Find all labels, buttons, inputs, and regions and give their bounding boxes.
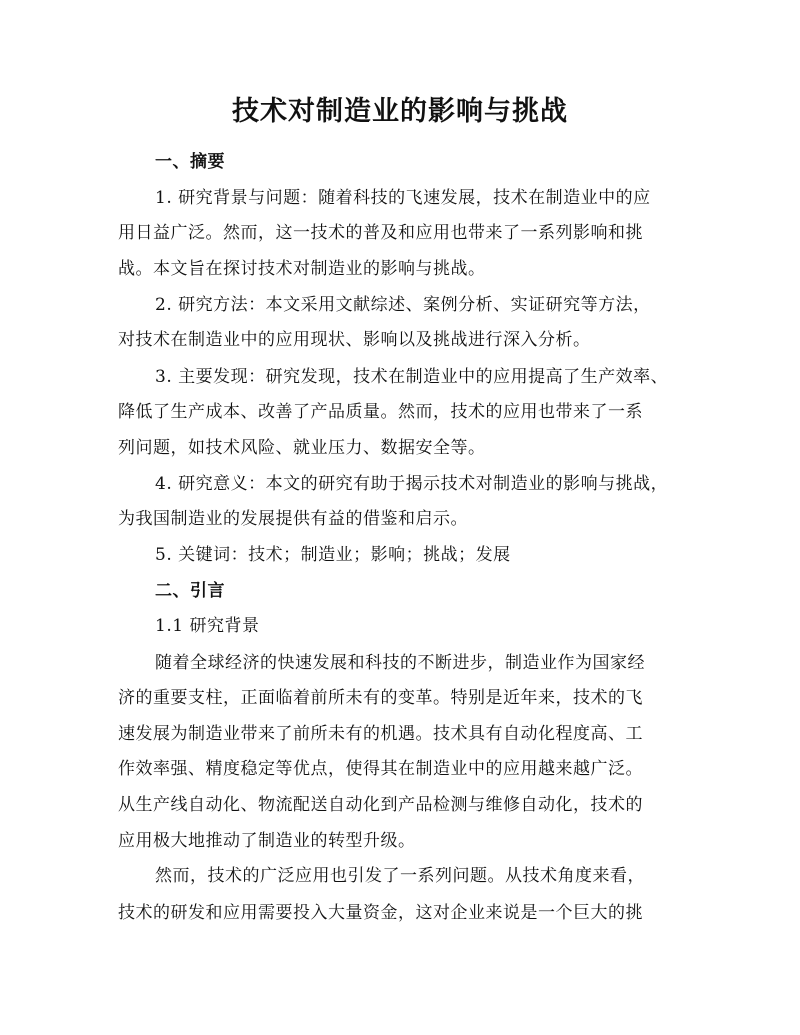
abstract-item-5-keywords: 5. 关键词：技术；制造业；影响；挑战；发展 — [155, 545, 511, 565]
abstract-item-1-line-1: 1. 研究背景与问题：随着科技的飞速发展，技术在制造业中的应 — [155, 188, 651, 208]
abstract-item-2-line-2: 对技术在制造业中的应用现状、影响以及挑战进行深入分析。 — [118, 330, 591, 350]
intro-para-2-line-1: 然而，技术的广泛应用也引发了一系列问题。从技术角度来看， — [155, 866, 645, 886]
abstract-item-1-line-2: 用日益广泛。然而，这一技术的普及和应用也带来了一系列影响和挑 — [118, 223, 643, 243]
section-heading-abstract: 一、摘要 — [155, 152, 225, 172]
abstract-item-2-line-1: 2. 研究方法：本文采用文献综述、案例分析、实证研究等方法， — [155, 295, 651, 315]
page-title: 技术对制造业的影响与挑战 — [232, 96, 568, 127]
section-heading-intro: 二、引言 — [155, 581, 225, 601]
abstract-item-4-line-2: 为我国制造业的发展提供有益的借鉴和启示。 — [118, 509, 468, 529]
abstract-item-4-line-1: 4. 研究意义：本文的研究有助于揭示技术对制造业的影响与挑战， — [155, 474, 669, 494]
abstract-item-3-line-1: 3. 主要发现：研究发现，技术在制造业中的应用提高了生产效率、 — [155, 367, 669, 387]
intro-para-2-line-2: 技术的研发和应用需要投入大量资金，这对企业来说是一个巨大的挑 — [118, 903, 643, 923]
intro-para-1-line-2: 济的重要支柱，正面临着前所未有的变革。特别是近年来，技术的飞 — [118, 688, 643, 708]
intro-para-1-line-1: 随着全球经济的快速发展和科技的不断进步，制造业作为国家经 — [155, 653, 645, 673]
abstract-item-1-line-3: 战。本文旨在探讨技术对制造业的影响与挑战。 — [118, 259, 486, 279]
intro-para-1-line-5: 从生产线自动化、物流配送自动化到产品检测与维修自动化，技术的 — [118, 795, 643, 815]
subsection-heading-background: 1.1 研究背景 — [155, 616, 260, 636]
abstract-item-3-line-3: 列问题，如技术风险、就业压力、数据安全等。 — [118, 438, 486, 458]
abstract-item-3-line-2: 降低了生产成本、改善了产品质量。然而，技术的应用也带来了一系 — [118, 402, 643, 422]
intro-para-1-line-4: 作效率强、精度稳定等优点，使得其在制造业中的应用越来越广泛。 — [118, 759, 643, 779]
intro-para-1-line-3: 速发展为制造业带来了前所未有的机遇。技术具有自动化程度高、工 — [118, 724, 643, 744]
intro-para-1-line-6: 应用极大地推动了制造业的转型升级。 — [118, 831, 416, 851]
